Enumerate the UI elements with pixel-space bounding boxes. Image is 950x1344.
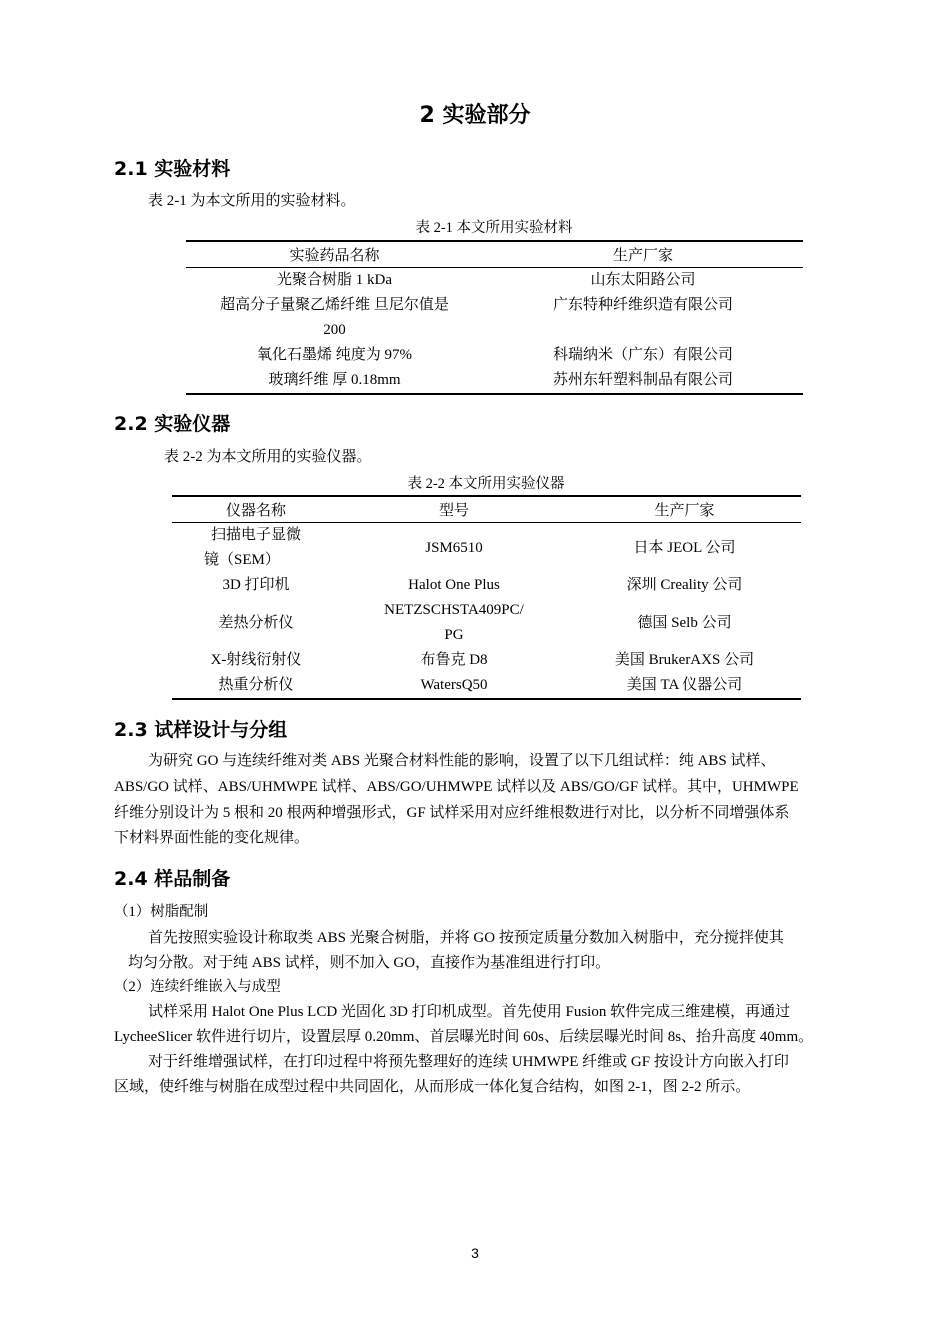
chapter-title: 2 实验部分 xyxy=(419,103,531,128)
table-row xyxy=(186,318,803,343)
section-intro: 表 2-1 为本文所用的实验材料。 xyxy=(148,193,356,209)
table-row xyxy=(172,648,801,673)
materials-table xyxy=(186,240,803,395)
table-row xyxy=(172,573,801,598)
table-cell: 德国 Selb 公司 xyxy=(637,614,732,631)
paragraph-line: 对于纤维增强试样，在打印过程中将预先整理好的连续 UHMWPE 纤维或 GF 按设计方向嵌入打印 xyxy=(148,1054,789,1070)
table-caption: 表 2-2 本文所用实验仪器 xyxy=(407,476,565,492)
column-header: 生产厂家 xyxy=(568,496,801,523)
paragraph-line: 下材料界面性能的变化规律。 xyxy=(114,830,310,846)
table-row xyxy=(186,368,803,394)
table-cell: 日本 JEOL 公司 xyxy=(633,539,736,556)
paragraph-line: 为研究 GO 与连续纤维对类 ABS 光聚合材料性能的影响，设置了以下几组试样：纯 ABS 试样、 xyxy=(148,753,776,769)
table-header-row xyxy=(172,496,801,523)
table-cell: 热重分析仪 xyxy=(218,677,294,693)
table-cell: 布鲁克 D8 xyxy=(420,652,488,668)
table-cell: 光聚合树脂 1 kDa xyxy=(277,272,392,288)
table-row xyxy=(186,268,803,294)
table-cell: NETZSCHSTA409PC/ xyxy=(384,602,524,618)
paragraph-line: 纤维分别设计为 5 根和 20 根两种增强形式，GF 试样采用对应纤维根数进行对比，以分析不同增强体系 xyxy=(114,805,790,821)
table-cell: WatersQ50 xyxy=(420,677,488,693)
table-cell: 3D 打印机 xyxy=(222,577,290,593)
table-row xyxy=(186,343,803,368)
table-cell: 氧化石墨烯 纯度为 97% xyxy=(257,347,412,363)
table-cell: 200 xyxy=(323,322,346,338)
table-caption: 表 2-1 本文所用实验材料 xyxy=(415,220,573,236)
table-cell: PG xyxy=(444,627,464,643)
table-cell: 科瑞纳米（广东）有限公司 xyxy=(552,347,733,363)
table-cell: 玻璃纤维 厚 0.18mm xyxy=(268,372,401,388)
table-row xyxy=(186,293,803,318)
table-cell: 差热分析仪 xyxy=(218,614,294,631)
table-cell: JSM6510 xyxy=(425,539,483,556)
paragraph-line: 区域，使纤维与树脂在成型过程中共同固化，从而形成一体化复合结构，如图 2-1，图 2-2 所示。 xyxy=(114,1079,751,1095)
table-cell: 苏州东轩塑料制品有限公司 xyxy=(552,372,733,388)
table-cell: X-射线衍射仪 xyxy=(210,652,302,668)
table-cell: 深圳 Creality 公司 xyxy=(626,577,743,593)
section-intro: 表 2-2 为本文所用的实验仪器。 xyxy=(164,449,372,465)
subheading: （2）连续纤维嵌入与成型 xyxy=(114,979,281,995)
paragraph-line: LycheeSlicer 软件进行切片，设置层厚 0.20mm、首层曝光时间 60s、后续层曝光时间 8s、抬升高度 40mm。 xyxy=(114,1029,814,1045)
paragraph-line: ABS/GO 试样、ABS/UHMWPE 试样、ABS/GO/UHMWPE 试样以及 ABS/GO/GF 试样。其中，UHMWPE xyxy=(114,779,799,795)
paragraph-line: 均匀分散。对于纯 ABS 试样，则不加入 GO，直接作为基准组进行打印。 xyxy=(128,955,611,971)
table-cell: 超高分子量聚乙烯纤维 旦尼尔值是 xyxy=(220,297,449,313)
table-cell: 美国 TA 仪器公司 xyxy=(626,677,743,693)
column-header: 仪器名称 xyxy=(172,496,340,523)
table-cell: 扫描电子显微 xyxy=(210,527,301,543)
paragraph-line: 试样采用 Halot One Plus LCD 光固化 3D 打印机成型。首先使用 Fusion 软件完成三维建模，再通过 xyxy=(148,1004,791,1020)
subheading: （1）树脂配制 xyxy=(114,904,209,920)
table-row xyxy=(172,523,801,549)
table-cell: 广东特种纤维织造有限公司 xyxy=(552,297,733,313)
table-row xyxy=(172,598,801,623)
table-row xyxy=(172,673,801,699)
column-header: 实验药品名称 xyxy=(186,241,483,268)
section-heading-2-2: 2.2 实验仪器 xyxy=(114,413,231,435)
section-heading-2-3: 2.3 试样设计与分组 xyxy=(114,719,288,741)
section-heading-2-4: 2.4 样品制备 xyxy=(114,868,231,890)
table-cell: 山东太阳路公司 xyxy=(590,272,696,288)
column-header: 生产厂家 xyxy=(483,241,803,268)
table-cell xyxy=(483,318,803,343)
table-cell: 镜（SEM） xyxy=(204,552,280,568)
page-number: 3 xyxy=(471,1245,479,1261)
table-cell: 美国 BrukerAXS 公司 xyxy=(614,652,755,668)
instruments-table xyxy=(172,495,801,700)
table-cell: Halot One Plus xyxy=(408,577,500,593)
section-heading-2-1: 2.1 实验材料 xyxy=(114,158,231,180)
paragraph-line: 首先按照实验设计称取类 ABS 光聚合树脂，并将 GO 按预定质量分数加入树脂中，充分搅拌使其 xyxy=(148,930,784,946)
table-header-row xyxy=(186,241,803,268)
column-header: 型号 xyxy=(340,496,568,523)
